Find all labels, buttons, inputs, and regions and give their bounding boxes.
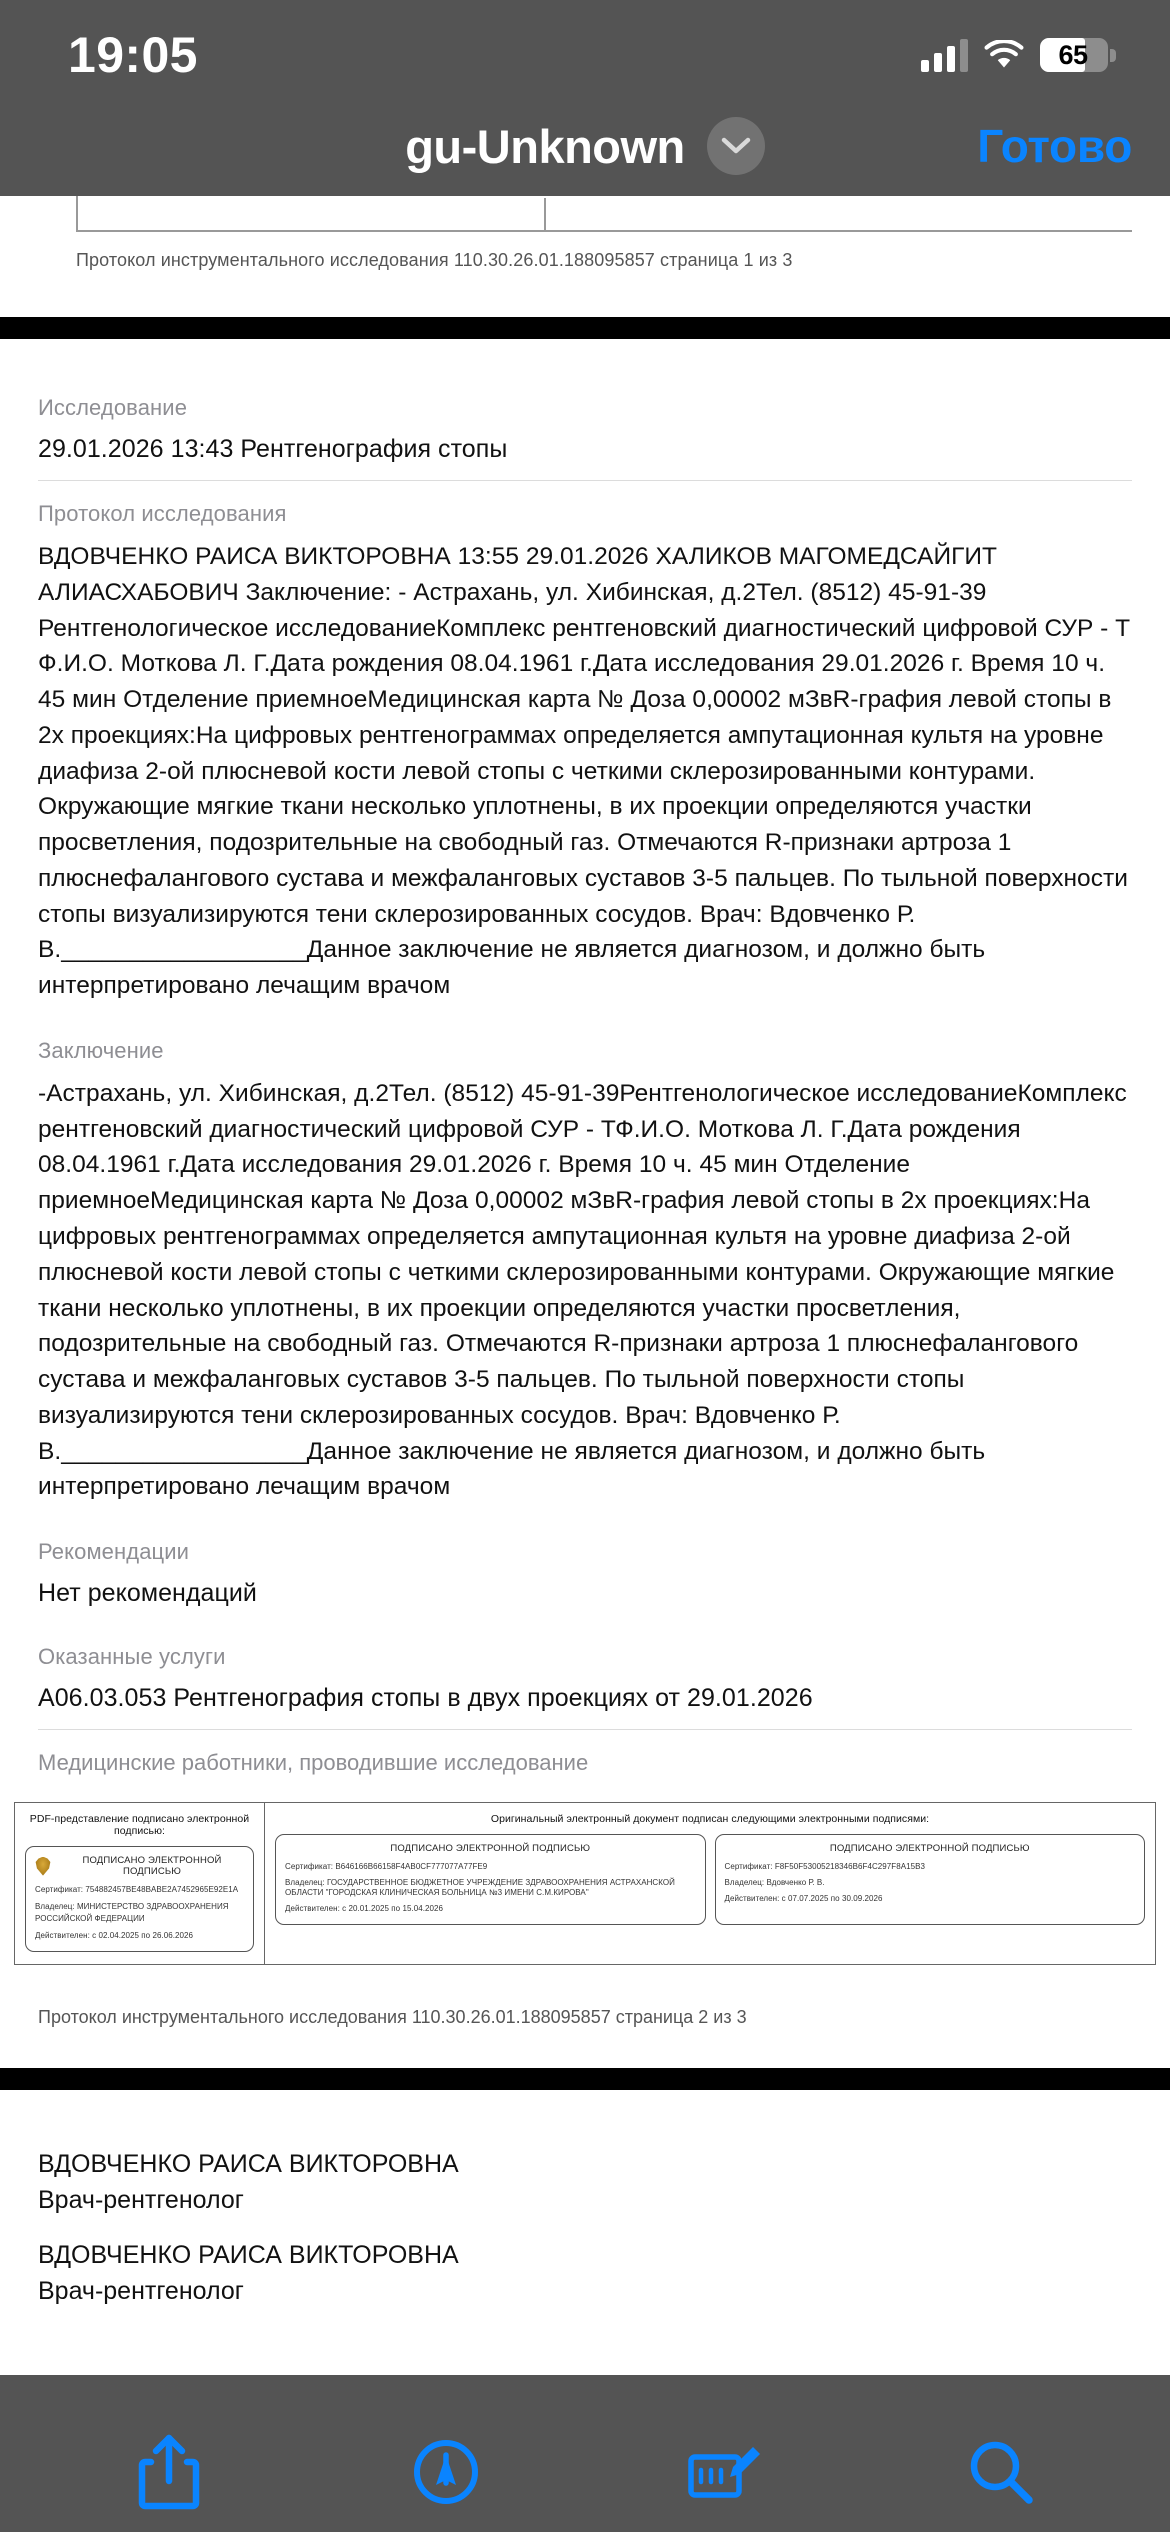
page1-table-border xyxy=(76,196,1132,230)
annotate-icon[interactable] xyxy=(664,2426,784,2518)
battery-icon xyxy=(1040,38,1108,72)
protocol-text: ВДОВЧЕНКО РАИСА ВИКТОРОВНА 13:55 29.01.2026 ХАЛИКОВ МАГОМЕДСАЙГИТ АЛИАСХАБОВИЧ Заключение: - Астрахань, ул. Хибинская, д.2Тел. (8512) 45-91-39 Рентгенологическое исследованиеКомплекс рентгеновский диагностический цифровой СУР - Т Ф.И.О. Моткова Л. Г.Дата рождения 08.04.1961 г.Дата исследования 29.01.2026 г. Время 10 ч. 45 мин Отделение приемноеМедицинская карта № Доза 0,00002 мЗвR-графия левой стопы в 2х проекциях:На цифровых рентгенограммах определяется ампутационная культя на уровне диафиза 2-ой плюсневой кости левой стопы с четкими склерозированными контурами. Окружающие мягкие ткани несколько уплотнены, в их проекции определяются участки просветления, подозрительные на свободный газ. Отмечаются R-признаки артроза 1 плюснефалангового сустава и межфаланговых суставов 3-5 пальцев. По тыльной поверхности стопы визуализируются тени склерозированных сосудов. Врач: Вдовченко Р. В.__________________Данное заключение не является диагнозом, и должно быть интерпретировано лечащим врачом xyxy=(38,543,1131,1000)
protocol-label: Протокол исследования xyxy=(38,501,287,526)
original-signature-heading: Оригинальный электронный документ подписан следующими электронными подписями: xyxy=(490,1813,930,1826)
original-signature-column xyxy=(265,1803,1155,1964)
page-separator-1 xyxy=(0,317,1170,339)
signature-validity: Действителен: с 07.07.2025 по 30.09.2026 xyxy=(724,1893,883,1903)
page1-table-rule xyxy=(76,230,1132,232)
protocol-field xyxy=(38,501,1132,1018)
services-value: А06.03.053 Рентгенография стопы в двух проекциях от 29.01.2026 xyxy=(38,1684,813,1713)
status-bar-indicators xyxy=(921,38,1108,72)
pdf-page-2 xyxy=(0,339,1170,2068)
signature-stamp-title: ПОДПИСАНО ЭЛЕКТРОННОЙ ПОДПИСЬЮ xyxy=(829,1843,1030,1855)
recommendations-field xyxy=(38,1539,1132,1624)
bottom-toolbar xyxy=(0,2412,1170,2532)
page-title: gu-Unknown xyxy=(405,119,685,173)
doctor-entry xyxy=(38,2146,1132,2219)
status-bar-time: 19:05 xyxy=(68,27,198,83)
electronic-signature-block xyxy=(14,1802,1156,1965)
russian-coat-of-arms-icon xyxy=(35,1857,51,1876)
study-value: 29.01.2026 13:43 Рентгенография стопы xyxy=(38,435,508,463)
signature-stamp xyxy=(275,1834,706,1925)
signature-validity: Действителен: с 20.01.2025 по 15.04.2026 xyxy=(285,1903,443,1913)
pdf-page-1 xyxy=(0,196,1170,317)
document-title-group[interactable] xyxy=(405,117,765,175)
signature-owner: Владелец: Вдовченко Р. В. xyxy=(724,1878,825,1888)
wifi-icon xyxy=(984,40,1024,70)
done-button[interactable]: Готово xyxy=(977,120,1132,172)
conclusion-field xyxy=(38,1038,1132,1519)
study-label: Исследование xyxy=(38,395,188,420)
signature-certificate: Сертификат: F8F50F53005218346B6F4C297F8A15B3 xyxy=(724,1862,925,1872)
study-field xyxy=(38,395,1132,481)
doctor-role: Врач-рентгенолог xyxy=(38,2276,244,2305)
cellular-signal-icon xyxy=(921,38,968,72)
markup-icon[interactable] xyxy=(386,2426,506,2518)
doctor-role: Врач-рентгенолог xyxy=(38,2186,244,2215)
services-label: Оказанные услуги xyxy=(38,1644,226,1670)
chevron-down-icon[interactable] xyxy=(707,117,765,175)
conclusion-text: -Астрахань, ул. Хибинская, д.2Тел. (8512) 45-91-39Рентгенологическое исследованиеКомплекс рентгеновский диагностический цифровой СУР - ТФ.И.О. Моткова Л. Г.Дата рождения 08.04.1961 г.Дата исследования 29.01.2026 г. Время 10 ч. 45 мин Отделение приемноеМедицинская карта № Доза 0,00002 мЗвR-графия левой стопы в 2х проекциях:На цифровых рентгенограммах определяется ампутационная культя на уровне диафиза 2-ой плюсневой кости левой стопы с четкими склерозированными контурами. Окружающие мягкие ткани несколько уплотнены, в их проекции определяются участки просветления, подозрительные на свободный газ. Отмечаются R-признаки артроза 1 плюснефалангового сустава и межфаланговых суставов 3-5 пальцев. По тыльной поверхности стопы визуализируются тени склерозированных сосудов. Врач: Вдовченко Р. В.__________________Данное заключение не является диагнозом, и должно быть интерпретировано лечащим врачом xyxy=(38,1079,1127,1501)
recommendations-value: Нет рекомендаций xyxy=(38,1579,257,1608)
recommendations-label: Рекомендации xyxy=(38,1539,190,1565)
doctor-name: ВДОВЧЕНКО РАИСА ВИКТОРОВНА xyxy=(38,2240,459,2269)
signature-stamp-title: ПОДПИСАНО ЭЛЕКТРОННОЙ ПОДПИСЬЮ xyxy=(390,1843,591,1855)
page-separator-2 xyxy=(0,2068,1170,2090)
services-field xyxy=(38,1644,1132,1730)
page1-footer: Протокол инструментального исследования 110.30.26.01.188095857 страница 1 из 3 xyxy=(76,250,793,270)
pdf-page-3 xyxy=(0,2090,1170,2375)
page2-footer: Протокол инструментального исследования 110.30.26.01.188095857 страница 2 из 3 xyxy=(38,2007,747,2028)
medical-workers-label: Медицинские работники, проводившие исследование xyxy=(38,1750,589,1776)
signature-owner: Владелец: МИНИСТЕРСТВО ЗДРАВООХРАНЕНИЯ РОССИЙСКОЙ ФЕДЕРАЦИИ xyxy=(35,1902,229,1924)
signature-stamp xyxy=(715,1834,1146,1925)
pdf-signature-heading: PDF-представление подписано электронной подписью: xyxy=(29,1813,250,1838)
battery-percent-label: 65 xyxy=(1058,39,1088,70)
signature-certificate: Сертификат: 754882457BE48BABE2A7452965E92E1A xyxy=(35,1885,239,1895)
signature-certificate: Сертификат: B646166B66158F4AB0CF777077A77FE9 xyxy=(285,1862,488,1872)
document-scroll-view[interactable] xyxy=(0,196,1170,2412)
status-bar xyxy=(0,0,1170,96)
share-icon[interactable] xyxy=(109,2426,229,2518)
signature-validity: Действителен: с 02.04.2025 по 26.06.2026 xyxy=(35,1931,193,1941)
pdf-signature-column xyxy=(15,1803,265,1964)
signature-stamp-title: ПОДПИСАНО ЭЛЕКТРОННОЙ ПОДПИСЬЮ xyxy=(82,1855,222,1878)
signature-stamp xyxy=(25,1846,254,1952)
signature-owner: Владелец: ГОСУДАРСТВЕННОЕ БЮДЖЕТНОЕ УЧРЕЖДЕНИЕ ЗДРАВООХРАНЕНИЯ АСТРАХАНСКОЙ ОБЛАСТИ "ГОРОДСКАЯ КЛИНИЧЕСКАЯ БОЛЬНИЦА №3 ИМЕНИ С.М.КИРОВА" xyxy=(285,1878,675,1897)
navigation-bar xyxy=(0,96,1170,196)
doctor-name: ВДОВЧЕНКО РАИСА ВИКТОРОВНА xyxy=(38,2150,459,2179)
search-icon[interactable] xyxy=(941,2426,1061,2518)
conclusion-label: Заключение xyxy=(38,1037,164,1063)
doctor-entry xyxy=(38,2237,1132,2310)
